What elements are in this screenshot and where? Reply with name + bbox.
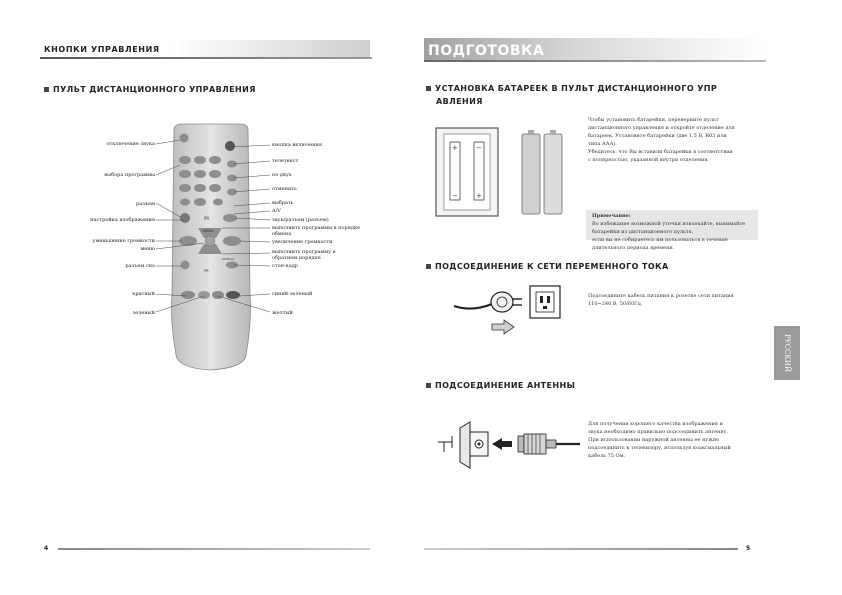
label-green: зеленый <box>132 310 155 316</box>
pr-label: PR <box>204 216 210 221</box>
label-blue: синий-зеленый <box>272 291 313 297</box>
battery-note <box>592 212 758 252</box>
bullet-icon <box>426 86 431 91</box>
left-section-label: ПУЛЬТ ДИСТАНЦИОННОГО УПРАВЛЕНИЯ <box>53 85 256 94</box>
left-page-title: КНОПКИ УПРАВЛЕНИЯ <box>44 45 160 54</box>
note-text-line: длительного периода времени. <box>592 245 675 251</box>
label-sound-mode: звук/разъем (разъем) <box>272 217 329 223</box>
label-teletext: телетекст <box>272 158 299 164</box>
power-plug-illustration <box>452 282 572 340</box>
svg-text:+: + <box>452 144 458 152</box>
battery-text-line: Чтобы установить батарейки, переверните пульт <box>588 117 719 123</box>
battery-instructions <box>588 116 758 164</box>
antenna-title: ПОДСОЕДИНЕНИЕ АНТЕННЫ <box>435 381 576 390</box>
note-title: Примечание: <box>592 213 631 219</box>
bullet-icon <box>426 264 431 269</box>
power-instructions <box>588 292 758 308</box>
battery-title-line1: УСТАНОВКА БАТАРЕЕК В ПУЛЬТ ДИСТАНЦИОННОГО УПР <box>435 84 718 93</box>
battery-text-line: батареек. Установите батарейки (две 1,5 В, R03 или <box>588 133 727 139</box>
label-mute: отключение звука <box>106 141 155 147</box>
label-red: красный <box>132 291 155 297</box>
battery-text-line: с полярностью, указанной внутри отделения. <box>588 157 710 163</box>
arrow-icon <box>492 320 514 334</box>
battery-title-line2: АВЛЕНИЯ <box>436 97 483 106</box>
right-footer-rule <box>424 548 738 550</box>
label-two-digit: по двух <box>272 172 292 178</box>
label-cancel: отменить <box>272 186 297 192</box>
antenna-text-line: подсоединить к телевизору, используя коаксиальный <box>588 445 731 451</box>
left-page-number: 4 <box>44 545 49 552</box>
label-freeze: стоп-кадр <box>272 263 298 269</box>
label-sleep: разъем сна <box>125 263 155 269</box>
antenna-text-line: звука необходимо правильно подсоединить антенну. <box>588 429 729 435</box>
svg-text:PR: PR <box>204 269 209 273</box>
svg-text:+: + <box>476 192 482 200</box>
battery-section-title <box>426 84 717 93</box>
note-text-line: батарейки из дистанционного пульта, <box>592 229 694 235</box>
antenna-instructions <box>588 420 760 460</box>
power-section-title <box>426 262 669 271</box>
power-text-line: Подсоедините кабель питания к розетке сети питания <box>588 293 734 299</box>
label-program-select: выбора программы <box>104 172 155 178</box>
battery-text-line: дистанционного управления и откройте отделение для <box>588 125 735 131</box>
antenna-connection-illustration <box>436 418 582 472</box>
label-menu: меню <box>140 246 155 252</box>
power-title: ПОДСОЕДИНЕНИЕ К СЕТИ ПЕРЕМЕННОГО ТОКА <box>435 262 669 271</box>
label-select: выбрать <box>272 200 294 206</box>
note-text-line: если вы не собираетесь им пользоваться в течение <box>592 237 728 243</box>
battery-text-line: типа ААА). <box>588 141 617 147</box>
label-program-up: выполнить программы в порядке обмена <box>272 225 361 237</box>
svg-text:−: − <box>476 144 482 152</box>
svg-text:−: − <box>452 192 458 200</box>
antenna-section-title <box>426 381 575 390</box>
label-av: A/V <box>272 208 281 214</box>
right-page-number: 5 <box>746 545 751 552</box>
right-header-rule <box>424 60 766 62</box>
label-volume-down: уменьшение громкости <box>92 238 155 244</box>
right-page-title: ПОДГОТОВКА <box>428 43 545 59</box>
label-picture-adjust: настройка изображения <box>90 217 155 223</box>
antenna-text-line: Для получения хорошего качества изображения и <box>588 421 723 427</box>
svg-text:DISPLAY: DISPLAY <box>222 257 235 261</box>
svg-text:MENU: MENU <box>203 229 214 233</box>
power-text-line: 110~240 В, 50/60Гц. <box>588 301 643 307</box>
antenna-text-line: кабель 75 Ом. <box>588 453 626 459</box>
bullet-icon <box>426 383 431 388</box>
note-text-line: Во избежание возможной утечки извлекайте, вынимайте <box>592 221 746 227</box>
label-yellow: желтый <box>272 310 293 316</box>
battery-text-line: Убедитесь, что Вы вставили батарейки в соответствии <box>588 149 733 155</box>
batteries <box>522 130 562 214</box>
label-power: кнопка включения <box>272 142 323 148</box>
antenna-text-line: При использовании наружной антенны ее нужно <box>588 437 720 443</box>
label-program-down: выполнить программу в обратном порядке <box>272 249 336 261</box>
label-volume-up: увеличение громкости <box>272 239 333 245</box>
antenna-symbol-icon <box>438 436 452 452</box>
language-tab-label: РУССКИЙ <box>783 333 791 373</box>
left-footer-rule <box>58 548 370 550</box>
label-jack: разъем <box>136 201 155 207</box>
arrow-icon <box>492 438 512 450</box>
battery-compartment-illustration <box>430 124 580 222</box>
